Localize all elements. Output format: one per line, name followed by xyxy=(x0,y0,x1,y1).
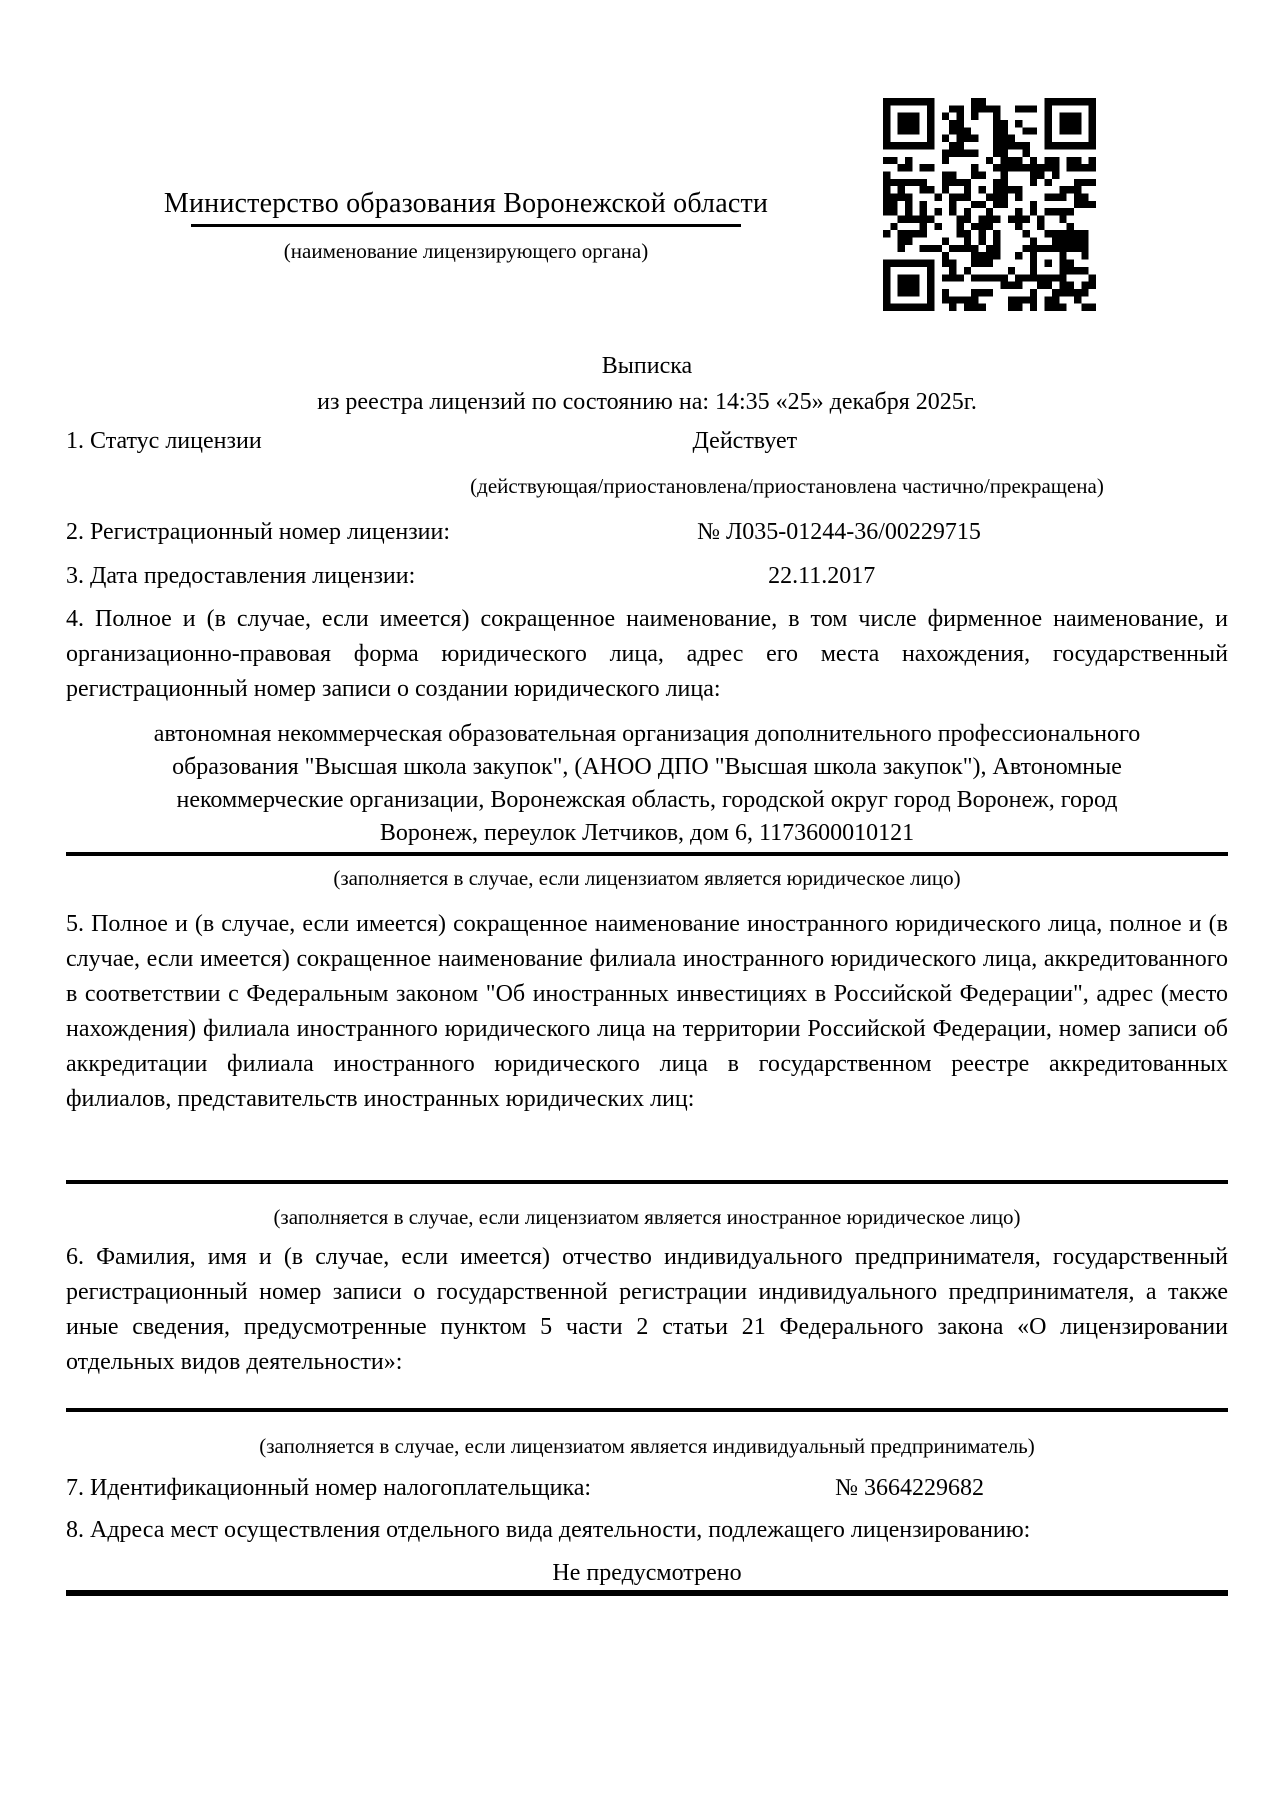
item-4-label: 4. Полное и (в случае, если имеется) сокращенное наименование, в том числе фирменное наименование, и организационно-правовая форма юридического лица, адрес его места нахождения, государственный регистрационный номер записи о создании юридического лица: xyxy=(66,606,1228,702)
item-2-value: № Л035-01244-36/00229715 xyxy=(697,519,981,545)
item-7-label: 7. Идентификационный номер налогоплательщика: xyxy=(66,1475,592,1501)
item-5-label: 5. Полное и (в случае, если имеется) сокращенное наименование иностранного юридического лица, полное и (в случае, если имеется) сокращенное наименование филиала иностранного юридического лица, аккредитованного в соответствии с Федеральным законом "Об иностранных инвестициях в Российской Федерации", адрес (место нахождения) филиала иностранного юридического лица на территории Российской Федерации, номер записи об аккредитации филиала иностранного юридического лица в государственном реестре аккредитованных филиалов, представительств иностранных юридических лиц: xyxy=(66,911,1228,1112)
item-5-caption: (заполняется в случае, если лицензиатом является иностранное юридическое лицо) xyxy=(273,1205,1021,1229)
item-4-value: автономная некоммерческая образовательная организация дополнительного профессионального образования "Высшая школа закупок", (АНОО ДПО "Высшая школа закупок"), Автономные некоммерческие организации, Воронежская область, городской округ город Воронеж, город Воронеж, переулок Летчиков, дом 6, 1173600010121 xyxy=(153,721,1141,846)
item-2-label: 2. Регистрационный номер лицензии: xyxy=(66,519,451,545)
item-8-value: Не предусмотрено xyxy=(552,1560,742,1586)
item-3-label: 3. Дата предоставления лицензии: xyxy=(66,563,416,589)
document-title-block xyxy=(66,348,1228,420)
document-title: Выписка xyxy=(601,353,693,379)
item-1-label: 1. Статус лицензии xyxy=(66,428,262,454)
divider-rule-1 xyxy=(66,852,1228,856)
item-3-value: 22.11.2017 xyxy=(768,563,876,589)
item-1-value: Действует xyxy=(692,428,798,454)
item-6-label: 6. Фамилия, имя и (в случае, если имеется) отчество индивидуального предпринимателя, государственный регистрационный номер записи о государственной регистрации индивидуального предпринимателя, а также иные сведения, предусмотренные пунктом 5 части 2 статьи 21 Федерального закона «О лицензировании отдельных видов деятельности»: xyxy=(66,1244,1228,1375)
divider-rule-bottom xyxy=(66,1590,1228,1596)
item-4-caption: (заполняется в случае, если лицензиатом является юридическое лицо) xyxy=(333,866,961,890)
item-7-value: № 3664229682 xyxy=(835,1475,984,1501)
item-1-caption: (действующая/приостановлена/приостановлена частично/прекращена) xyxy=(470,474,1104,498)
item-6-caption: (заполняется в случае, если лицензиатом является индивидуальный предприниматель) xyxy=(259,1434,1035,1458)
divider-rule-3 xyxy=(66,1408,1228,1412)
authority-caption: (наименование лицензирующего органа) xyxy=(283,239,649,263)
item-3-row xyxy=(66,563,1228,590)
document-subtitle: из реестра лицензий по состоянию на: 14:35 «25» декабря 2025г. xyxy=(317,389,977,415)
authority-name: Министерство образования Воронежской области xyxy=(163,188,769,219)
qr-code-svg xyxy=(883,98,1096,311)
item-2-row xyxy=(66,519,1228,546)
authority-underline xyxy=(191,224,741,227)
qr-code-icon xyxy=(883,98,1096,311)
item-7-row xyxy=(66,1475,1228,1502)
authority-block xyxy=(66,188,866,264)
divider-rule-2 xyxy=(66,1180,1228,1184)
item-1-row xyxy=(66,428,1228,455)
item-8-label: 8. Адреса мест осуществления отдельного вида деятельности, подлежащего лицензированию: xyxy=(66,1517,1031,1543)
